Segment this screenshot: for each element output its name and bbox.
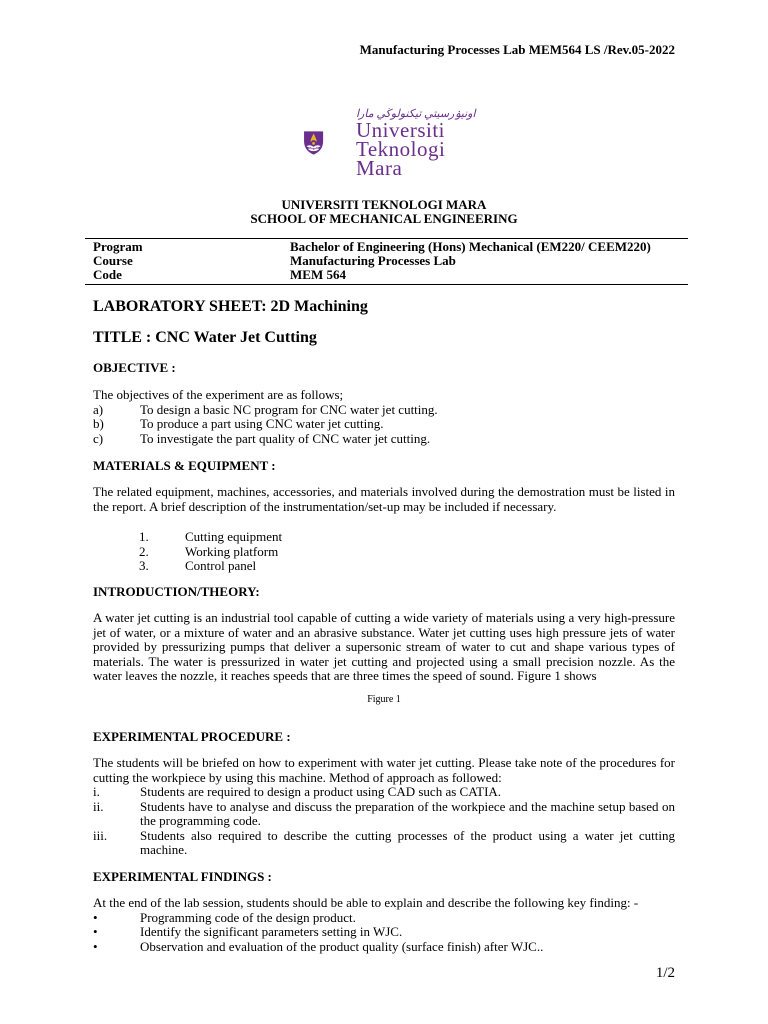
list-item: 2. Working platform (139, 543, 279, 559)
university-wordmark (356, 107, 476, 178)
figure-caption: Figure 1 (367, 694, 401, 705)
info-row-program: Program Bachelor of Engineering (Hons) Mechanical (EM220/ CEEM220) (93, 239, 651, 254)
page-number: 1/2 (655, 965, 675, 981)
findings-intro: At the end of the lab session, students should be able to explain and describe the following key finding: - (93, 895, 639, 910)
wordmark-line-2: Teknologi (356, 137, 446, 161)
list-item: 1. Cutting equipment (139, 529, 283, 544)
course-info-table (85, 238, 688, 285)
list-item: • Observation and evaluation of the product quality (surface finish) after WJC.. (93, 938, 544, 954)
list-item: • Identify the significant parameters setting in WJC. (93, 924, 403, 939)
introduction-text: A water jet cutting is an industrial tool capable of cutting a wide variety of materials using a very high-pressure jet of water, or a mixture of water and an abrasive substance. Water jet cutting uses high pressure jets of water provided by pressurizing pumps that deliver a supersonic stream of water to cut and shape various types of materials. The water is pressurized in water jet cutting and projected using a small precision nozzle. As the water leaves the nozzle, it reaches speeds that are three times the speed of sound. Figure 1 shows (93, 610, 675, 683)
procedure-heading: EXPERIMENTAL PROCEDURE : (93, 729, 291, 744)
objective-heading: OBJECTIVE : (93, 360, 176, 375)
findings-heading: EXPERIMENTAL FINDINGS : (93, 869, 272, 884)
introduction-heading: INTRODUCTION/THEORY: (93, 584, 260, 599)
list-item: ii. Students have to analyse and discuss the preparation of the workpiece and the machine setup based on the programming code. (93, 798, 675, 828)
list-item: b) To produce a part using CNC water jet cutting. (93, 416, 384, 431)
document-reference: Manufacturing Processes Lab MEM564 LS /Rev.05-2022 (359, 42, 675, 57)
materials-heading: MATERIALS & EQUIPMENT : (93, 458, 276, 473)
experiment-title: TITLE : CNC Water Jet Cutting (93, 329, 317, 346)
materials-intro: The related equipment, machines, accessories, and materials involved during the demostration must be listed in the report. A brief description of the instrumentation/set-up may be included if necessary. (93, 484, 675, 514)
wordmark-line-3: Mara (356, 156, 403, 180)
objective-block (93, 388, 675, 446)
list-item: 3. Control panel (139, 558, 257, 573)
list-item: c) To investigate the part quality of CNC water jet cutting. (93, 430, 431, 446)
list-item: • Programming code of the design product. (93, 909, 356, 925)
list-item: i. Students are required to design a product using CAD such as CATIA. (93, 784, 502, 799)
procedure-block (93, 756, 675, 858)
list-item: a) To design a basic NC program for CNC water jet cutting. (93, 401, 438, 417)
lab-sheet-heading: LABORATORY SHEET: 2D Machining (93, 298, 368, 315)
materials-list (139, 530, 282, 574)
university-name: UNIVERSITI TEKNOLOGI MARA (281, 197, 487, 212)
wordmark-jawi: اونيۏرسيتي تيكنولوڬي مارا (356, 108, 476, 120)
procedure-intro: The students will be briefed on how to experiment with water jet cutting. Please take note of the procedures for cutting the workpiece by using this machine. Method of approach as followed: (93, 755, 675, 785)
findings-block (93, 896, 675, 954)
school-name: SCHOOL OF MECHANICAL ENGINEERING (250, 211, 518, 226)
info-row-code: Code MEM 564 (93, 267, 346, 282)
wordmark-line-1: Universiti (356, 118, 445, 142)
uitm-logo-emblem (303, 108, 363, 178)
info-row-course: Course Manufacturing Processes Lab (93, 253, 456, 268)
objective-intro: The objectives of the experiment are as follows; (93, 387, 344, 402)
list-item: iii. Students also required to describe the cutting processes of the product using a water jet cutting machine. (93, 827, 675, 857)
